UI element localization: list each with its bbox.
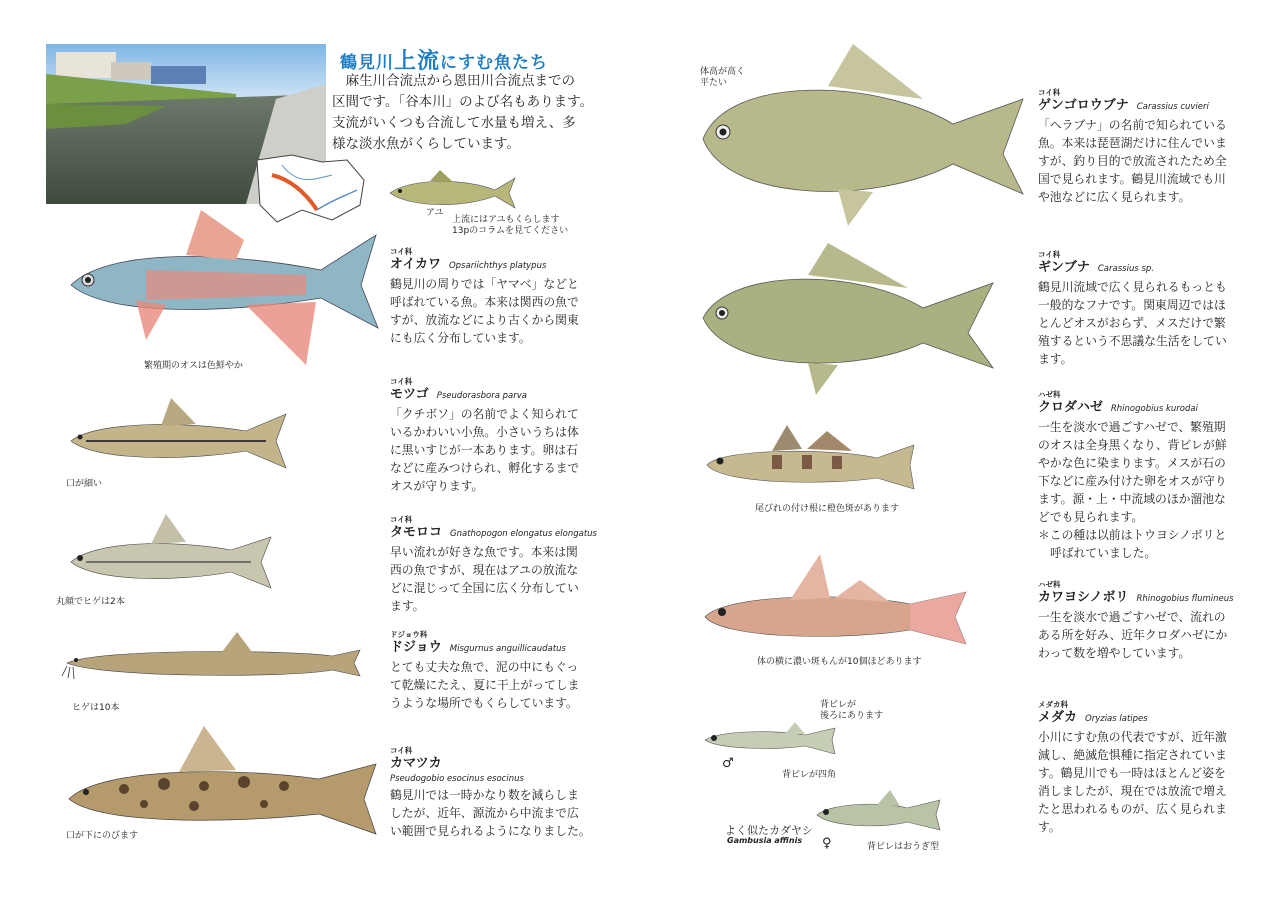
species-text: どでも見られます。 [1038, 510, 1144, 524]
oikawa-caption: 繁殖期のオスは色鮮やか [144, 361, 243, 371]
species-text: ある所を好み、近年クロダハゼにか [1038, 628, 1228, 642]
species-text: にも広く分布しています。 [390, 331, 531, 345]
species-text: す。 [1038, 820, 1061, 834]
medaka-illustration [700, 720, 840, 764]
intro-line: 支流がいくつも合流して水量も増え、多 [332, 115, 576, 131]
species-name: オイカワ [390, 257, 441, 272]
species-text: 一生を淡水で過ごすハゼで、流れの [1038, 610, 1226, 624]
species-sci: Gnathopogon elongatus elongatus [450, 529, 597, 539]
species-sci: Pseudorasbora parva [436, 391, 527, 401]
species-sci: Rhinogobius flumineus [1136, 594, 1234, 604]
medaka-dorsal-caption: 背ビレが 後ろにあります [820, 700, 884, 721]
species-text: すが、釣り目的で放流されたため全 [1038, 154, 1227, 168]
species-text: 「クチボソ」の名前でよく知られて [390, 407, 579, 421]
species-text: 魚。本来は琵琶湖だけに住んでいま [1038, 136, 1227, 150]
species-text: やかな色に染まります。メスが石の [1038, 456, 1226, 470]
species-text: や池などに広く見られます。 [1038, 190, 1191, 204]
species-text: うような場所でもくらしています。 [390, 696, 578, 710]
species-text: て乾燥にたえ、夏に干上がってしま [390, 678, 580, 692]
species-text: すが、放流などにより古くから関東 [390, 313, 579, 327]
species-tamoroko [390, 515, 605, 615]
species-family: コイ科 [1038, 250, 1061, 259]
species-text: い範囲で見られるようになりました。 [390, 824, 591, 838]
dojou-illustration [62, 628, 362, 702]
species-name: ギンブナ [1038, 260, 1090, 275]
species-text: とんどオスがおらず、メスだけで繁 [1038, 316, 1226, 330]
kadayashi-label: よく似たカダヤシ [725, 824, 813, 837]
gengorobuna-caption: 体高が高く 平たい [700, 67, 746, 88]
species-text: などに産みつけられ、孵化するまで [390, 461, 580, 475]
kawayoshinobori-illustration [700, 552, 970, 656]
medaka-caption: 背ビレが四角 [782, 770, 837, 780]
species-sci: Carassius sp. [1097, 264, 1154, 274]
species-text: したが、近年、源流から中流まで広 [390, 806, 579, 820]
species-sci: Pseudogobio esocinus esocinus [390, 774, 524, 784]
species-medaka [1038, 700, 1243, 836]
species-name: モツゴ [390, 387, 429, 402]
kawayoshinobori-caption: 体の横に濃い斑もんが10個ほどあります [757, 657, 922, 667]
tamoroko-illustration [66, 512, 276, 606]
species-motsugo [390, 377, 605, 495]
dojou-caption: ヒゲは10本 [72, 703, 120, 713]
species-text: 減し、絶滅危惧種に指定されていま [1038, 748, 1227, 762]
ayu-note [452, 215, 568, 237]
kamatsuka-caption: 口が下にのびます [66, 831, 139, 841]
species-text: 西の魚ですが、現在はアユの放流な [390, 563, 579, 577]
species-text: オスが守ります。 [390, 479, 484, 493]
species-text: 殖するという不思議な生活をしてい [1038, 334, 1227, 348]
species-text: 下などに産み付けた卵をオスが守り [1038, 474, 1227, 488]
species-sci: Oryzias latipes [1085, 714, 1148, 724]
species-family: コイ科 [390, 746, 413, 755]
species-note: ＊この種は以前はトウヨシノボリと [1038, 528, 1227, 542]
motsugo-caption: 口が細い [66, 479, 103, 489]
species-text: 鶴見川では一時かなり数を減らしま [390, 788, 579, 802]
species-text: に黒いすじが一本あります。卵は石 [390, 443, 578, 457]
species-name: タモロコ [390, 525, 443, 540]
kadayashi-caption: 背ビレはおうぎ型 [867, 842, 940, 852]
species-text: す。鶴見川でも一時はほとんど姿を [1038, 766, 1226, 780]
kadayashi-illustration [812, 790, 942, 839]
species-family: コイ科 [390, 515, 413, 524]
ayu-label: アユ [426, 208, 444, 218]
species-name: メダカ [1038, 710, 1078, 725]
ayu-note-line: 13pのコラムを見てください [452, 226, 569, 236]
species-text: ます。 [390, 599, 425, 613]
intro-line: 麻生川合流点から恩田川合流点までの [332, 73, 575, 89]
male-symbol: ♂ [722, 756, 734, 771]
species-text: 国で見られます。鶴見川流域でも川 [1038, 172, 1226, 186]
title-big: 上流 [394, 49, 441, 74]
species-kurodahaze [1038, 390, 1243, 562]
female-symbol: ♀ [822, 836, 832, 851]
species-text: 一般的なフナです。関東周辺ではほ [1038, 298, 1226, 312]
species-text: ます。 [1038, 352, 1073, 366]
species-family: コイ科 [390, 377, 413, 386]
species-name: カワヨシノボリ [1038, 590, 1129, 605]
species-family: ドジョウ科 [390, 630, 428, 639]
species-name: カマツカ [390, 756, 442, 771]
species-kawayoshinobori [1038, 580, 1243, 662]
species-gengorobuna [1038, 88, 1243, 206]
species-sci: Opsariichthys platypus [448, 261, 547, 271]
species-name: ドジョウ [390, 640, 442, 655]
species-text: 消しましたが、現在では放流で増え [1038, 784, 1227, 798]
species-kamatsuka [390, 746, 605, 840]
intro-text [332, 71, 612, 155]
species-text: 一生を淡水で過ごすハゼで、繁殖期 [1038, 420, 1226, 434]
species-ginbuna [1038, 250, 1243, 368]
species-text: どに混じって全国に広く分布してい [390, 581, 579, 595]
species-family: ハゼ科 [1038, 390, 1061, 399]
species-text: いるかわいい小魚。小さいうちは体 [390, 425, 579, 439]
title-pre: 鶴見川 [340, 53, 394, 73]
title-post: にすむ魚たち [440, 53, 549, 73]
species-name: クロダハゼ [1038, 400, 1103, 415]
species-family: コイ科 [390, 247, 413, 256]
species-sci: Rhinogobius kurodai [1110, 404, 1198, 414]
tamoroko-caption: 丸顔でヒゲは2本 [56, 597, 125, 607]
species-text: ます。源・上・中流域のほか溜池な [1038, 492, 1226, 506]
species-dojou [390, 630, 605, 712]
kamatsuka-illustration [64, 724, 379, 848]
gengorobuna-illustration [698, 44, 1030, 233]
species-text: わって数を増やしています。 [1038, 646, 1191, 660]
species-text: 「ヘラブナ」の名前で知られている [1038, 118, 1227, 132]
species-name: ゲンゴロウブナ [1038, 98, 1129, 113]
motsugo-illustration [66, 396, 291, 490]
species-text: 小川にすむ魚の代表ですが、近年激 [1038, 730, 1227, 744]
species-text: のオスは全身黒くなり、背ビレが鮮 [1038, 438, 1227, 452]
oikawa-illustration [66, 210, 386, 379]
kurodahaze-illustration [702, 423, 917, 502]
species-note: 呼ばれていました。 [1050, 546, 1157, 560]
species-text: 鶴見川の周りでは「ヤマベ」などと [390, 277, 579, 291]
species-oikawa [390, 247, 605, 347]
species-text: 鶴見川流域で広く見られるもっとも [1038, 280, 1227, 294]
ayu-note-line: 上流にはアユもくらします [452, 215, 560, 225]
kadayashi-sci: Gambusia affinis [727, 836, 803, 845]
ginbuna-illustration [698, 243, 998, 402]
ayu-illustration [385, 168, 520, 222]
intro-line: 区間です。「谷本川」のよび名もあります。 [332, 94, 594, 110]
species-sci: Misgurnus anguillicaudatus [449, 644, 566, 654]
species-text: とても丈夫な魚で、泥の中にもぐっ [390, 660, 579, 674]
species-family: コイ科 [1038, 88, 1061, 97]
species-text: たと思われるものが、広く見られま [1038, 802, 1227, 816]
species-sci: Carassius cuvieri [1136, 102, 1209, 112]
species-text: 早い流れが好きな魚です。本来は関 [390, 545, 578, 559]
intro-line: 様な淡水魚がくらしています。 [332, 136, 520, 152]
species-family: メダカ科 [1038, 700, 1068, 709]
species-text: 呼ばれている魚。本来は関西の魚で [390, 295, 579, 309]
species-family: ハゼ科 [1038, 580, 1061, 589]
kurodahaze-caption: 尾びれの付け根に橙色斑があります [755, 504, 900, 514]
